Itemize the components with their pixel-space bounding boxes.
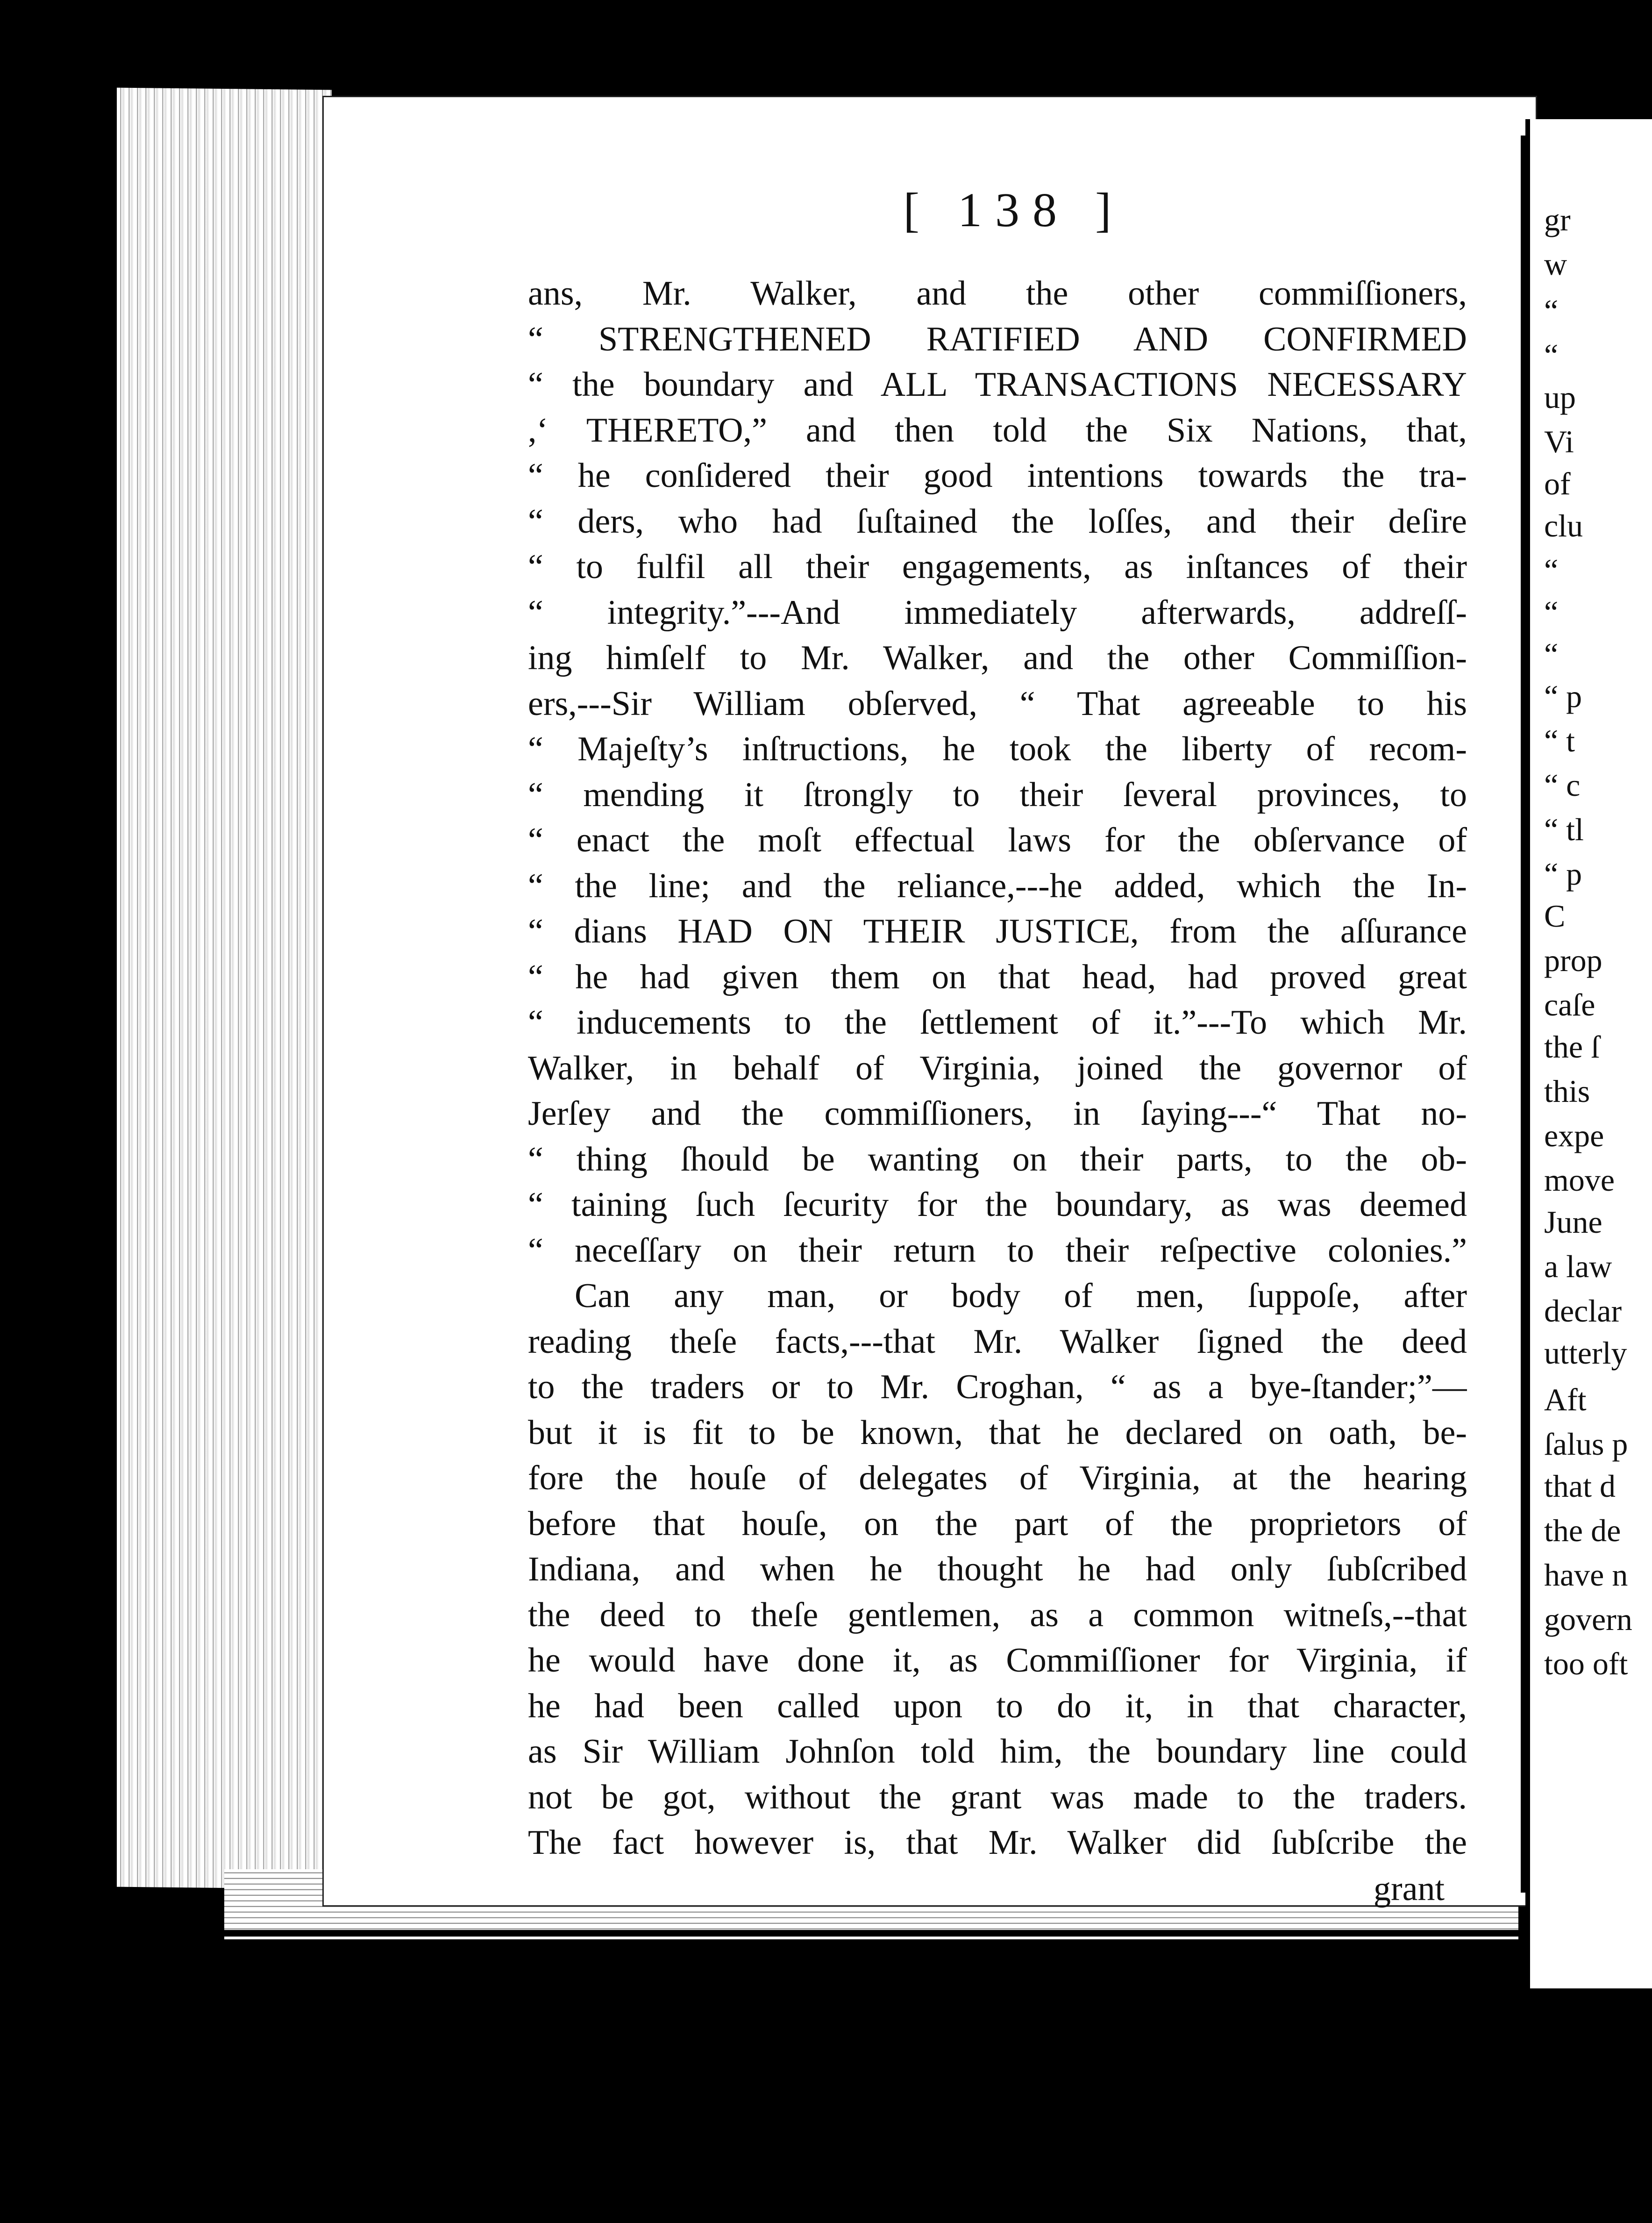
text-line: “ taining ſuch ſecurity for the boundary, as was deemed <box>528 1186 1467 1224</box>
facing-page-line: utterly <box>1544 1335 1627 1371</box>
facing-page-line: clu <box>1544 508 1583 543</box>
text-line: “ he conſidered their good intentions towards the tra- <box>528 457 1467 495</box>
text-line: he had been called upon to do it, in that character, <box>528 1687 1467 1725</box>
text-line: ing himſelf to Mr. Walker, and the other Commiſſion- <box>528 639 1467 677</box>
text-line: The fact however is, that Mr. Walker did ſubſcribe the <box>528 1823 1467 1862</box>
text-line: “ thing ſhould be wanting on their parts, to the ob- <box>528 1140 1467 1179</box>
text-line: he would have done it, as Commiſſioner for Virginia, if <box>528 1641 1467 1680</box>
facing-page-line: that d <box>1544 1468 1616 1504</box>
facing-page-line: too oft <box>1544 1646 1628 1681</box>
facing-page-line: “ <box>1544 594 1559 630</box>
text-line: Walker, in behalf of Virginia, joined the governor of <box>528 1049 1467 1087</box>
facing-page-line: move <box>1544 1162 1615 1198</box>
facing-page-line: prop <box>1544 943 1602 978</box>
facing-page-line: a law <box>1544 1249 1612 1284</box>
text-line: the deed to theſe gentlemen, as a common witneſs,--that <box>528 1595 1467 1634</box>
text-line: “ mending it ſtrongly to their ſeveral provinces, to <box>528 775 1467 814</box>
text-line: not be got, without the grant was made to the traders. <box>528 1778 1467 1816</box>
text-line: ans, Mr. Walker, and the other commiſſioners, <box>528 274 1467 313</box>
text-line: before that houſe, on the part of the proprietors of <box>528 1504 1467 1543</box>
text-line: as Sir William Johnſon told him, the boundary line could <box>528 1732 1467 1771</box>
facing-page-line: declar <box>1544 1293 1622 1329</box>
facing-page-line: “ t <box>1544 723 1575 758</box>
text-line: “ neceſſary on their return to their reſpective colonies.” <box>528 1231 1467 1270</box>
facing-page-line: “ <box>1544 293 1559 329</box>
page-edges <box>117 88 332 1889</box>
facing-page-line: expe <box>1544 1118 1604 1153</box>
facing-page-line: of <box>1544 466 1571 501</box>
facing-page-line: “ c <box>1544 767 1581 803</box>
text-line: “ integrity.”---And immediately afterwards, addreſſ- <box>528 593 1467 632</box>
text-line: “ to fulfil all their engagements, as inſtances of their <box>528 548 1467 586</box>
page-number: [ 138 ] <box>903 183 1125 237</box>
facing-page-line: “ <box>1544 636 1559 672</box>
facing-page-line: w <box>1544 246 1567 282</box>
facing-page-line: up <box>1544 379 1576 415</box>
text-line: “ Majeſty’s inſtructions, he took the liberty of recom- <box>528 730 1467 768</box>
text-line: “ ders, who had ſuſtained the loſſes, and their deſire <box>528 502 1467 541</box>
text-line: fore the houſe of delegates of Virginia, at the hearing <box>528 1459 1467 1497</box>
text-line: ,‘ THERETO,” and then told the Six Nations, that, <box>528 411 1467 450</box>
facing-page-line: the ſ <box>1544 1029 1600 1065</box>
facing-page-line: “ tl <box>1544 812 1584 847</box>
facing-page-line: Vi <box>1544 424 1574 459</box>
facing-page-line: June <box>1544 1204 1602 1240</box>
text-line: ers,---Sir William obſerved, “ That agreeable to his <box>528 684 1467 723</box>
text-line: “ inducements to the ſettlement of it.”---To which Mr. <box>528 1003 1467 1042</box>
facing-page-line: this <box>1544 1073 1590 1109</box>
facing-page-line: C <box>1544 898 1566 934</box>
text-line: “ the line; and the reliance,---he added, which the In- <box>528 866 1467 905</box>
gutter <box>1521 136 1525 1893</box>
text-line: “ the boundary and ALL TRANSACTIONS NECESSARY <box>528 365 1467 404</box>
facing-page-line: “ <box>1544 552 1559 588</box>
facing-page-line: caſe <box>1544 987 1595 1022</box>
text-line: to the traders or to Mr. Croghan, “ as a bye-ſtander;”— <box>528 1368 1467 1406</box>
text-line: “ he had given them on that head, had proved great <box>528 958 1467 996</box>
text-line: Indiana, and when he thought he had only ſubſcribed <box>528 1550 1467 1588</box>
facing-page-line: have n <box>1544 1557 1628 1593</box>
facing-page-line: “ p <box>1544 856 1582 892</box>
text-line: Jerſey and the commiſſioners, in ſaying---“ That no- <box>528 1094 1467 1133</box>
text-line: Can any man, or body of men, ſuppoſe, after <box>575 1277 1467 1315</box>
facing-page-line: ſalus p <box>1544 1426 1628 1462</box>
facing-page-line: Aft <box>1544 1382 1587 1417</box>
facing-page <box>1525 119 1652 1988</box>
text-line: “ enact the moſt effectual laws for the obſervance of <box>528 821 1467 859</box>
catchword: grant <box>1374 1870 1445 1908</box>
page-bottom-rule <box>224 1930 1532 1937</box>
facing-page-line: “ p <box>1544 679 1582 714</box>
facing-page-line: govern <box>1544 1601 1632 1637</box>
text-line: “ STRENGTHENED RATIFIED AND CONFIRMED <box>528 320 1467 358</box>
facing-page-line: “ <box>1544 337 1559 373</box>
text-line: but it is fit to be known, that he declared on oath, be- <box>528 1413 1467 1452</box>
facing-page-line: the de <box>1544 1513 1621 1548</box>
text-line: “ dians HAD ON THEIR JUSTICE, from the aſſurance <box>528 912 1467 951</box>
facing-page-line: gr <box>1544 202 1571 237</box>
page-text <box>528 271 1467 1866</box>
text-line: reading theſe facts,---that Mr. Walker ſigned the deed <box>528 1322 1467 1361</box>
